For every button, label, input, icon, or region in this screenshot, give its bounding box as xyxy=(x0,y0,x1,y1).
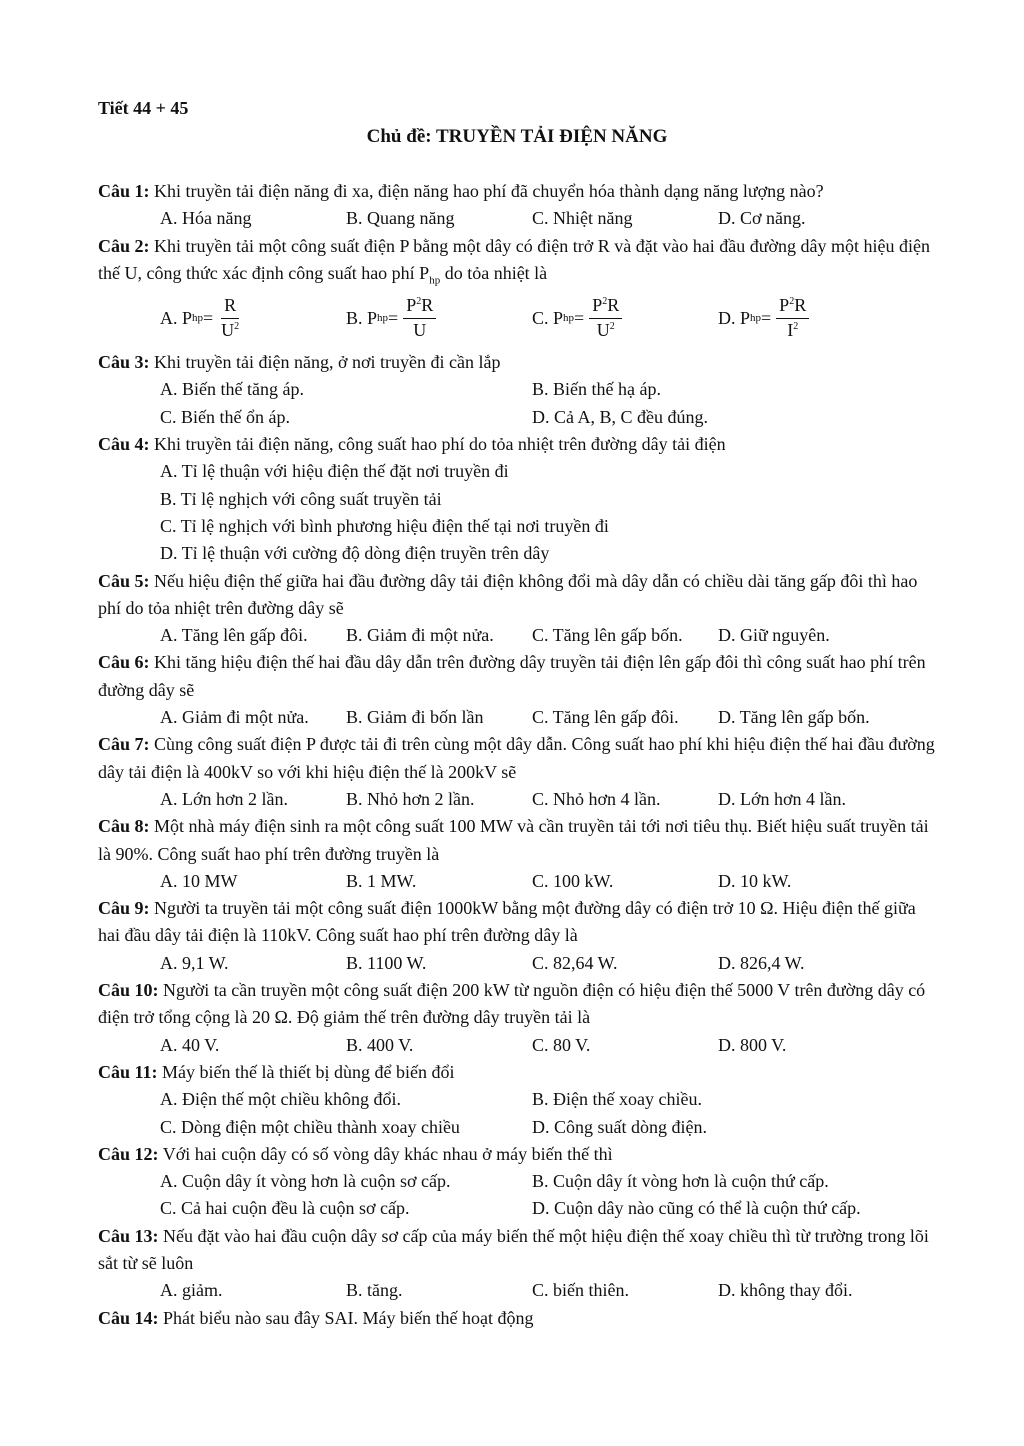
option-b: B. Cuộn dây ít vòng hơn là cuộn thứ cấp. xyxy=(532,1171,829,1192)
option-c: C. 80 V. xyxy=(532,1034,591,1055)
question-text: Một nhà máy điện sinh ra một công suất 100 MW và cần truyền tải tới nơi tiêu thụ. Biết hiệu suất truyền tải là 90%. Công suất hao phí trên đường truyền là xyxy=(98,816,929,864)
option-c: C. biến thiên. xyxy=(532,1280,629,1301)
option-c: C. Nhiệt năng xyxy=(532,208,633,229)
options-13 xyxy=(98,1277,938,1304)
question-number: Câu 2: xyxy=(98,235,150,256)
option-b: B. Giảm đi một nửa. xyxy=(346,625,494,646)
option-d: D. P hp = $\frac{P^2R}{I^2}$ xyxy=(718,296,904,341)
option-c: C. Biến thế ổn áp. xyxy=(160,406,290,427)
options-11-row-2 xyxy=(98,1114,938,1141)
question-text: Người ta truyền tải một công suất điện 1000kW bằng một đường dây có điện trở 10 Ω. Hiệu điện thế giữa hai đầu dây tải điện là 110kV. Công suất hao phí trên đường dây là xyxy=(98,898,916,946)
question-text: Phát biểu nào sau đây SAI. Máy biến thế hoạt động xyxy=(158,1307,534,1328)
option-a: A. Hóa năng xyxy=(160,208,252,229)
option-b: B. 1 MW. xyxy=(346,870,417,891)
question-number: Câu 10: xyxy=(98,980,159,1001)
option-b: B. Giảm đi bốn lần xyxy=(346,707,484,728)
question-5 xyxy=(98,568,938,623)
fraction: $\frac{P^2R}{U^2}$ xyxy=(589,296,622,341)
option-d: D. 800 V. xyxy=(718,1034,787,1055)
options-8 xyxy=(98,868,938,895)
question-text: Khi truyền tải điện năng, ở nơi truyền đi cần lắp xyxy=(149,352,501,373)
option-d: D. Tỉ lệ thuận với cường độ dòng điện truyền trên dây xyxy=(160,543,550,564)
option-b: B. P hp = $\frac{P^2R}{U}$ xyxy=(346,296,532,341)
option-d: D. Cả A, B, C đều đúng. xyxy=(532,406,709,427)
option-c: C. 82,64 W. xyxy=(532,952,618,973)
question-text: Khi tăng hiệu điện thế hai đầu dây dẫn trên đường dây truyền tải điện lên gấp đôi thì công suất hao phí trên đường dây sẽ xyxy=(98,652,926,700)
question-text: Với hai cuộn dây có số vòng dây khác nhau ở máy biến thế thì xyxy=(158,1143,613,1164)
option-c: C. Tăng lên gấp đôi. xyxy=(532,707,679,728)
question-text: Nếu hiệu điện thế giữa hai đầu đường dây tải điện không đổi mà dây dẫn có chiều dài tăng gấp đôi thì hao phí do tỏa nhiệt trên đường dây sẽ xyxy=(98,570,918,618)
option-a: A. Lớn hơn 2 lần. xyxy=(160,788,289,809)
option-d: D. Cơ năng. xyxy=(718,208,806,229)
option-a: A. Giảm đi một nửa. xyxy=(160,707,309,728)
question-text: Nếu đặt vào hai đầu cuộn dây sơ cấp của máy biến thế một hiệu điện thế xoay chiều thì từ trường trong lõi sắt từ sẽ luôn xyxy=(98,1225,929,1273)
question-number: Câu 6: xyxy=(98,652,150,673)
option-d: D. Lớn hơn 4 lần. xyxy=(718,788,847,809)
question-3 xyxy=(98,349,938,376)
question-number: Câu 12: xyxy=(98,1143,159,1164)
option-c: C. Tăng lên gấp bốn. xyxy=(532,625,683,646)
options-11-row-1 xyxy=(98,1086,938,1113)
question-text-end: do tỏa nhiệt là xyxy=(440,262,548,283)
option-c: C. Tỉ lệ nghịch với bình phương hiệu điện thế tại nơi truyền đi xyxy=(160,515,609,536)
option-d: D. Tăng lên gấp bốn. xyxy=(718,707,870,728)
question-text: Máy biến thế là thiết bị dùng để biến đổi xyxy=(157,1061,455,1082)
question-text: Khi truyền tải điện năng đi xa, điện năng hao phí đã chuyển hóa thành dạng năng lượng nào? xyxy=(149,181,824,201)
question-list xyxy=(98,178,938,1332)
fraction: $\frac{P^2R}{U}$ xyxy=(403,296,436,341)
option-a: A. giảm. xyxy=(160,1280,223,1301)
question-13 xyxy=(98,1223,938,1278)
option-d: D. 826,4 W. xyxy=(718,952,805,973)
question-text: Khi truyền tải điện năng, công suất hao phí do tỏa nhiệt trên đường dây tải điện xyxy=(149,434,726,455)
question-11 xyxy=(98,1059,938,1086)
option-b: B. Nhỏ hơn 2 lần. xyxy=(346,788,475,809)
question-8 xyxy=(98,813,938,868)
options-9 xyxy=(98,950,938,977)
options-3-row-1 xyxy=(98,376,938,403)
question-number: Câu 5: xyxy=(98,570,150,591)
option-d: D. Công suất dòng điện. xyxy=(532,1116,707,1137)
question-text: Cùng công suất điện P được tải đi trên cùng một dây dẫn. Công suất hao phí khi hiệu điện thế hai đầu đường dây tải điện là 400kV so với khi hiệu điện thế là 200kV sẽ xyxy=(98,734,935,782)
option-d: D. 10 kW. xyxy=(718,870,792,891)
option-c: C. P hp = $\frac{P^2R}{U^2}$ xyxy=(532,296,718,341)
question-number: Câu 7: xyxy=(98,734,150,755)
options-6 xyxy=(98,704,938,731)
option-a: A. Biến thế tăng áp. xyxy=(160,379,304,400)
option-b: B. Điện thế xoay chiều. xyxy=(532,1089,702,1110)
question-9 xyxy=(98,895,938,950)
question-6 xyxy=(98,649,938,704)
option-c: C. 100 kW. xyxy=(532,870,614,891)
question-number: Câu 8: xyxy=(98,816,150,837)
options-10 xyxy=(98,1032,938,1059)
fraction: $\frac{P^2R}{I^2}$ xyxy=(776,296,809,341)
question-number: Câu 14: xyxy=(98,1307,159,1328)
option-b: B. 1100 W. xyxy=(346,952,427,973)
option-b: B. Tỉ lệ nghịch với công suất truyền tải xyxy=(160,488,442,509)
question-number: Câu 11: xyxy=(98,1061,158,1082)
options-12-row-2 xyxy=(98,1195,938,1222)
options-12-row-1 xyxy=(98,1168,938,1195)
option-c: C. Cả hai cuộn đều là cuộn sơ cấp. xyxy=(160,1198,410,1219)
option-a: A. 40 V. xyxy=(160,1034,220,1055)
option-a: A. Tăng lên gấp đôi. xyxy=(160,625,308,646)
option-a: A. Cuộn dây ít vòng hơn là cuộn sơ cấp. xyxy=(160,1171,451,1192)
question-text: Khi truyền tải một công suất điện P bằng một dây có điện trở R và đặt vào hai đầu đường dây một hiệu điện thế U, công thức xác định công suất hao phí P xyxy=(98,235,930,283)
question-number: Câu 1: xyxy=(98,181,150,201)
question-number: Câu 3: xyxy=(98,352,150,373)
subscript: hp xyxy=(429,274,441,287)
question-7 xyxy=(98,731,938,786)
question-1 xyxy=(98,178,938,205)
question-4 xyxy=(98,431,938,458)
question-number: Câu 4: xyxy=(98,434,150,455)
question-number: Câu 13: xyxy=(98,1225,159,1246)
option-b: B. Quang năng xyxy=(346,208,455,229)
options-3-row-2 xyxy=(98,404,938,431)
option-b: B. tăng. xyxy=(346,1280,403,1301)
option-a: A. Tỉ lệ thuận với hiệu điện thế đặt nơi truyền đi xyxy=(160,461,509,482)
option-d: D. không thay đổi. xyxy=(718,1280,853,1301)
fraction: $\frac{R}{U^2}$ xyxy=(221,294,240,340)
question-number: Câu 9: xyxy=(98,898,150,919)
question-14 xyxy=(98,1305,938,1332)
options-2 xyxy=(98,287,938,349)
options-5 xyxy=(98,622,938,649)
option-b: B. 400 V. xyxy=(346,1034,414,1055)
options-7 xyxy=(98,786,938,813)
option-c: C. Dòng điện một chiều thành xoay chiều xyxy=(160,1116,460,1137)
option-a: A. 10 MW xyxy=(160,870,238,891)
lesson-label: Tiết 44 + 45 xyxy=(98,98,189,118)
option-b: B. Biến thế hạ áp. xyxy=(532,379,661,400)
option-a: A. 9,1 W. xyxy=(160,952,229,973)
option-a: A. P hp = $\frac{R}{U^2}$ xyxy=(160,296,346,341)
question-10 xyxy=(98,977,938,1032)
question-text: Người ta cần truyền một công suất điện 200 kW từ nguồn điện có hiệu điện thế 5000 V trên đường dây có điện trở tổng cộng là 20 Ω. Độ giảm thế trên đường dây truyền tải là xyxy=(98,980,926,1028)
option-d: D. Cuộn dây nào cũng có thể là cuộn thứ cấp. xyxy=(532,1198,861,1219)
options-4 xyxy=(98,458,938,567)
option-a: A. Điện thế một chiều không đổi. xyxy=(160,1089,401,1110)
page-title: Chủ đề: TRUYỀN TẢI ĐIỆN NĂNG xyxy=(366,126,668,147)
options-1 xyxy=(98,205,938,232)
option-d: D. Giữ nguyên. xyxy=(718,625,830,646)
question-12 xyxy=(98,1141,938,1168)
option-c: C. Nhỏ hơn 4 lần. xyxy=(532,788,661,809)
question-2 xyxy=(98,233,938,288)
